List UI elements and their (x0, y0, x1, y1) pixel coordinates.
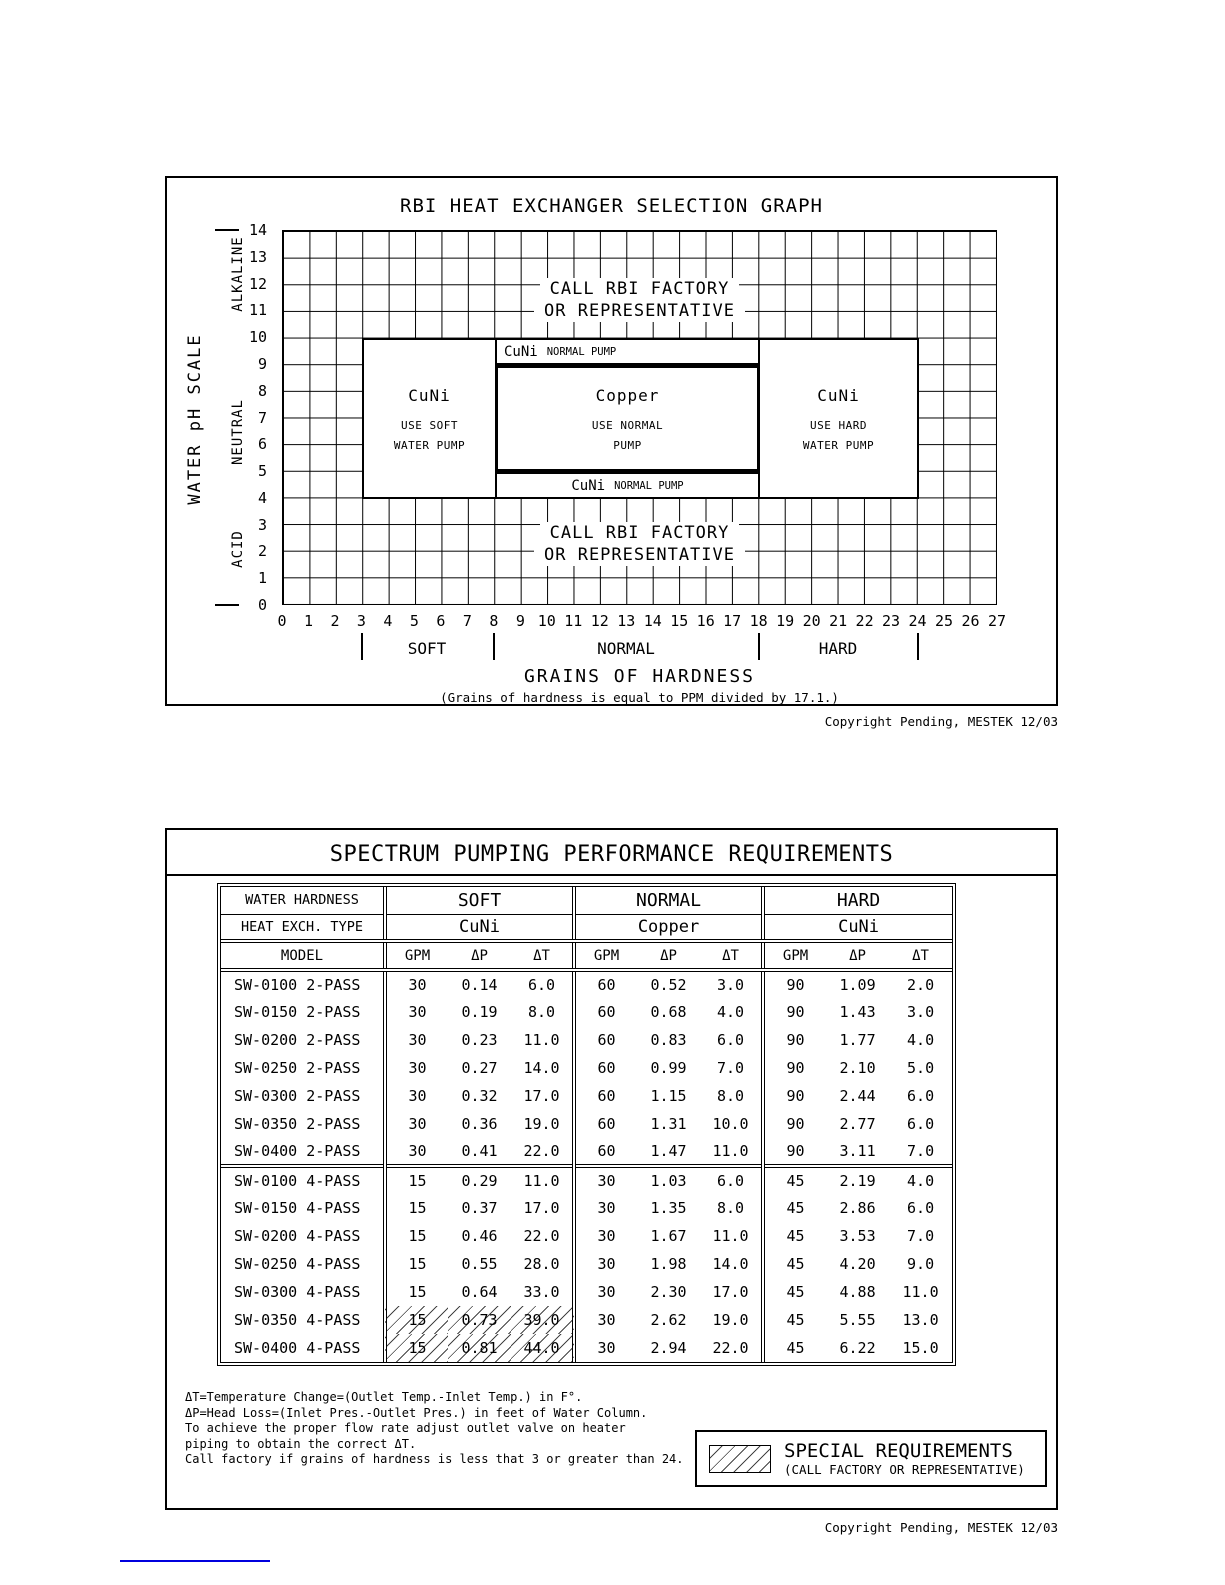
model-cell: SW-0400 4-PASS (234, 1339, 361, 1357)
table-row (221, 1138, 952, 1166)
hyperlink-underline[interactable] (120, 1560, 270, 1562)
x-tick-label: 12 (590, 612, 609, 630)
x-axis-ticks (277, 612, 1007, 630)
call-factory-line: OR REPRESENTATIVE (534, 544, 745, 566)
soft-dt-cell: 6.0 (527, 976, 556, 994)
normal-material-header: Copper (574, 914, 763, 941)
model-cell: SW-0200 2-PASS (234, 1031, 361, 1049)
y-tick-label: 8 (257, 381, 267, 400)
gpm-header: GPM (763, 941, 826, 970)
normal-dp-cell: 0.68 (650, 1003, 687, 1021)
footnotes (185, 1390, 684, 1468)
hard-gpm-cell: 45 (763, 1250, 826, 1278)
hard-gpm-cell: 90 (763, 1026, 826, 1054)
soft-dp-cell: 0.41 (461, 1142, 498, 1160)
hard-dt-cell: 13.0 (902, 1311, 939, 1329)
model-cell: SW-0250 2-PASS (234, 1059, 361, 1077)
hard-dt-cell: 11.0 (902, 1283, 939, 1301)
x-tick-label: 2 (330, 612, 340, 630)
x-tick-label: 14 (643, 612, 662, 630)
hard-dt-cell: 3.0 (907, 1003, 935, 1021)
x-tick-label: 18 (749, 612, 768, 630)
soft-dp-cell: 0.32 (461, 1087, 498, 1105)
dt-header: ΔT (700, 941, 763, 970)
soft-dt-cell: 44.0 (511, 1334, 574, 1362)
hard-dp-cell: 2.10 (839, 1059, 876, 1077)
normal-dt-cell: 22.0 (712, 1339, 749, 1357)
hardness-zone-divider (493, 633, 495, 660)
gpm-header: GPM (385, 941, 448, 970)
soft-dp-cell: 0.37 (461, 1199, 498, 1217)
x-tick-label: 8 (489, 612, 499, 630)
table-row (221, 1250, 952, 1278)
soft-gpm-cell: 15 (385, 1222, 448, 1250)
soft-dp-cell: 0.14 (461, 976, 498, 994)
performance-table (221, 887, 952, 1362)
hard-dp-cell: 2.77 (839, 1115, 876, 1133)
hard-gpm-cell: 45 (763, 1278, 826, 1306)
soft-gpm-cell: 15 (385, 1250, 448, 1278)
normal-dp-cell: 1.03 (637, 1166, 700, 1194)
soft-dt-cell: 28.0 (523, 1255, 560, 1273)
soft-dp-cell: 0.27 (461, 1059, 498, 1077)
x-tick-label: 5 (409, 612, 419, 630)
soft-dt-cell: 11.0 (511, 1166, 574, 1194)
copyright-line-bottom: Copyright Pending, MESTEK 12/03 (824, 1520, 1058, 1535)
table-row (221, 1306, 952, 1334)
normal-dt-cell: 6.0 (700, 1166, 763, 1194)
hard-dt-cell: 4.0 (907, 1031, 935, 1049)
normal-dp-cell: 1.47 (650, 1142, 687, 1160)
soft-gpm-cell: 15 (385, 1166, 448, 1194)
call-factory-line: CALL RBI FACTORY (540, 278, 740, 300)
x-tick-label: 11 (564, 612, 583, 630)
normal-dt-cell: 17.0 (712, 1283, 749, 1301)
hard-dt-cell: 7.0 (907, 1142, 935, 1160)
table-row (221, 1110, 952, 1138)
hard-dp-cell: 5.55 (839, 1311, 876, 1329)
normal-dp-cell: 1.15 (650, 1087, 687, 1105)
footnote-line: ΔT=Temperature Change=(Outlet Temp.-Inlet Temp.) in F°. (185, 1390, 583, 1404)
y-tick-label: 10 (248, 328, 267, 347)
legend-title: SPECIAL REQUIREMENTS (784, 1440, 1013, 1462)
normal-dt-cell: 3.0 (716, 976, 745, 994)
hatch-swatch (709, 1445, 771, 1473)
soft-dp-cell: 0.55 (461, 1255, 498, 1273)
normal-gpm-cell: 60 (574, 970, 637, 998)
normal-dt-cell: 4.0 (716, 1003, 745, 1021)
model-cell: SW-0100 4-PASS (221, 1166, 385, 1194)
soft-dp-cell: 0.64 (461, 1283, 498, 1301)
legend-subtitle: (CALL FACTORY OR REPRESENTATIVE) (784, 1462, 1025, 1477)
soft-gpm-cell: 30 (385, 998, 448, 1026)
pump-note: USE HARD (810, 418, 867, 432)
hard-material-header: CuNi (763, 914, 952, 941)
hard-gpm-cell: 90 (763, 1054, 826, 1082)
model-cell: SW-0300 2-PASS (234, 1087, 361, 1105)
hard-dt-cell: 2.0 (907, 976, 935, 994)
hard-dt-cell: 6.0 (907, 1115, 935, 1133)
y-tick-label: 0 (257, 596, 267, 614)
region-cuni-hard-water (760, 341, 917, 496)
model-cell: SW-0200 4-PASS (234, 1227, 361, 1245)
y-tick-label: 4 (257, 488, 267, 507)
normal-dt-cell: 8.0 (716, 1199, 745, 1217)
table-row (221, 1334, 952, 1362)
soft-dp-cell: 0.46 (461, 1227, 498, 1245)
hard-gpm-cell: 45 (763, 1194, 826, 1222)
soft-gpm-cell: 15 (385, 1306, 448, 1334)
table-row (221, 1194, 952, 1222)
call-factory-line: CALL RBI FACTORY (540, 522, 740, 544)
normal-gpm-cell: 60 (574, 1110, 637, 1138)
x-tick-label: 23 (882, 612, 901, 630)
x-tick-label: 15 (670, 612, 689, 630)
normal-dt-cell: 10.0 (712, 1115, 749, 1133)
hard-dp-cell: 3.53 (839, 1227, 876, 1245)
x-tick-label: 26 (961, 612, 980, 630)
title-divider (167, 874, 1056, 876)
hard-gpm-cell: 45 (763, 1222, 826, 1250)
hard-dp-cell: 2.86 (839, 1199, 876, 1217)
soft-gpm-cell: 30 (385, 1054, 448, 1082)
soft-dt-cell: 33.0 (523, 1283, 560, 1301)
x-tick-label: 19 (776, 612, 795, 630)
x-tick-label: 3 (356, 612, 366, 630)
y-tick-label: 6 (257, 435, 267, 454)
dp-header: ΔP (448, 941, 511, 970)
model-cell: SW-0150 2-PASS (234, 1003, 361, 1021)
normal-gpm-cell: 30 (574, 1334, 637, 1362)
hard-dt-cell: 7.0 (907, 1227, 935, 1245)
dp-header: ΔP (637, 941, 700, 970)
hard-dp-cell: 2.44 (839, 1087, 876, 1105)
normal-dt-cell: 8.0 (716, 1087, 745, 1105)
y-tick-label: 9 (257, 354, 267, 373)
pump-note: PUMP (613, 438, 642, 452)
normal-gpm-cell: 60 (574, 998, 637, 1026)
x-tick-label: 10 (537, 612, 556, 630)
soft-gpm-cell: 30 (385, 1082, 448, 1110)
soft-dp-cell: 0.19 (461, 1003, 498, 1021)
x-tick-label: 7 (462, 612, 472, 630)
hard-dt-cell: 15.0 (902, 1339, 939, 1357)
x-tick-label: 25 (935, 612, 954, 630)
normal-dp-cell: 1.31 (650, 1115, 687, 1133)
hardness-zone-divider (917, 633, 919, 660)
hard-group-header: HARD (763, 887, 952, 914)
x-axis-label: GRAINS OF HARDNESS (523, 666, 756, 687)
soft-dp-cell: 0.29 (448, 1166, 511, 1194)
header-row-hardness (221, 887, 952, 914)
model-header: MODEL (221, 941, 385, 970)
normal-dt-cell: 6.0 (716, 1031, 745, 1049)
soft-dp-cell: 0.23 (461, 1031, 498, 1049)
table-row (221, 970, 952, 998)
x-tick-label: 1 (303, 612, 313, 630)
material-label: CuNi (817, 385, 860, 405)
model-cell: SW-0350 2-PASS (234, 1115, 361, 1133)
x-tick-label: 24 (908, 612, 927, 630)
soft-dp-cell: 0.36 (461, 1115, 498, 1133)
soft-dt-cell: 39.0 (511, 1306, 574, 1334)
pump-note: WATER PUMP (393, 438, 466, 452)
gpm-header: GPM (574, 941, 637, 970)
x-zone-hard-label: HARD (818, 639, 858, 658)
hard-dt-cell: 6.0 (907, 1199, 935, 1217)
normal-gpm-cell: 30 (574, 1306, 637, 1334)
soft-group-header: SOFT (385, 887, 574, 914)
pump-note: NORMAL PUMP (546, 345, 617, 358)
x-tick-label: 0 (277, 612, 287, 630)
normal-dt-cell: 11.0 (712, 1142, 749, 1160)
x-tick-label: 20 (802, 612, 821, 630)
soft-gpm-cell: 30 (385, 1110, 448, 1138)
strip-cuni-normal-pump-top (495, 338, 760, 365)
header-row-columns (221, 941, 952, 970)
normal-group-header: NORMAL (574, 887, 763, 914)
hard-dp-cell: 3.11 (839, 1142, 876, 1160)
performance-table-wrapper (217, 883, 956, 1366)
y-tick-label: 5 (257, 462, 267, 481)
normal-dp-cell: 1.35 (650, 1199, 687, 1217)
model-cell: SW-0300 4-PASS (234, 1283, 361, 1301)
pump-note: NORMAL PUMP (614, 479, 684, 492)
normal-dp-cell: 2.62 (650, 1311, 687, 1329)
normal-gpm-cell: 60 (574, 1054, 637, 1082)
table-row (221, 1054, 952, 1082)
y-axis-ticks (237, 221, 275, 614)
x-tick-label: 13 (617, 612, 636, 630)
table-row (221, 1278, 952, 1306)
y-tick-label: 3 (257, 515, 267, 534)
special-requirements-legend (695, 1430, 1047, 1487)
hard-gpm-cell: 90 (763, 1082, 826, 1110)
x-tick-label: 16 (696, 612, 715, 630)
heat-exchanger-selection-graph (165, 176, 1058, 706)
y-axis-label: WATER pH SCALE (185, 333, 205, 505)
table-title: SPECTRUM PUMPING PERFORMANCE REQUIREMENTS (329, 842, 894, 867)
pump-note: USE SOFT (401, 418, 458, 432)
hard-gpm-cell: 90 (763, 998, 826, 1026)
soft-gpm-cell: 15 (385, 1278, 448, 1306)
normal-gpm-cell: 30 (574, 1278, 637, 1306)
x-zone-soft-label: SOFT (407, 639, 447, 658)
normal-gpm-cell: 60 (574, 1082, 637, 1110)
soft-dp-cell: 0.73 (448, 1306, 511, 1334)
hard-dp-cell: 4.88 (839, 1283, 876, 1301)
soft-gpm-cell: 30 (385, 970, 448, 998)
y-tick-label: 2 (257, 542, 267, 561)
hard-dp-cell: 6.22 (839, 1339, 876, 1357)
table-row (221, 1222, 952, 1250)
soft-gpm-cell: 30 (385, 1026, 448, 1054)
model-cell: SW-0150 4-PASS (234, 1199, 361, 1217)
x-tick-label: 6 (436, 612, 446, 630)
pump-note: USE NORMAL (591, 418, 664, 432)
table-row (221, 998, 952, 1026)
hard-gpm-cell: 90 (763, 970, 826, 998)
soft-dt-cell: 22.0 (523, 1142, 560, 1160)
x-tick-label: 9 (515, 612, 525, 630)
hard-dp-cell: 2.19 (826, 1166, 889, 1194)
hard-dp-cell: 1.09 (839, 976, 876, 994)
y-zone-alkaline-label: ALKALINE (230, 236, 246, 312)
soft-dt-cell: 8.0 (527, 1003, 556, 1021)
pumping-performance-section (165, 828, 1058, 1510)
region-cuni-soft-water (364, 341, 495, 496)
hard-dp-cell: 1.77 (839, 1031, 876, 1049)
x-tick-label: 21 (829, 612, 848, 630)
call-factory-line: OR REPRESENTATIVE (534, 300, 745, 322)
hard-gpm-cell: 90 (763, 1110, 826, 1138)
soft-dt-cell: 22.0 (523, 1227, 560, 1245)
model-cell: SW-0100 2-PASS (234, 976, 361, 994)
selection-grid (282, 230, 997, 605)
dp-header: ΔP (826, 941, 889, 970)
footnote-line: To achieve the proper flow rate adjust outlet valve on heater (185, 1421, 626, 1435)
normal-dp-cell: 0.52 (650, 976, 687, 994)
copyright-line-top: Copyright Pending, MESTEK 12/03 (824, 714, 1058, 729)
hard-dt-cell: 6.0 (907, 1087, 935, 1105)
normal-gpm-cell: 30 (574, 1250, 637, 1278)
soft-dt-cell: 11.0 (523, 1031, 560, 1049)
dt-header: ΔT (889, 941, 952, 970)
hardness-zone-divider (361, 633, 363, 660)
y-tick-label: 12 (248, 274, 267, 293)
x-tick-label: 17 (723, 612, 742, 630)
soft-dp-cell: 0.81 (448, 1334, 511, 1362)
material-label: CuNi (571, 477, 606, 494)
soft-gpm-cell: 15 (385, 1334, 448, 1362)
soft-dt-cell: 19.0 (523, 1115, 560, 1133)
y-zone-acid-label: ACID (230, 530, 246, 568)
water-hardness-header: WATER HARDNESS (221, 887, 385, 914)
call-factory-region-top (283, 278, 996, 322)
material-label: CuNi (504, 343, 538, 360)
normal-dp-cell: 2.30 (650, 1283, 687, 1301)
call-factory-region-bottom (283, 522, 996, 566)
model-cell: SW-0250 4-PASS (234, 1255, 361, 1273)
hard-dt-cell: 4.0 (889, 1166, 952, 1194)
y-tick-label: 14 (248, 221, 267, 239)
soft-dt-cell: 17.0 (523, 1087, 560, 1105)
normal-dp-cell: 0.99 (650, 1059, 687, 1077)
footnote-line: piping to obtain the correct ΔT. (185, 1436, 417, 1451)
hard-gpm-cell: 90 (763, 1138, 826, 1166)
table-row (221, 1166, 952, 1194)
pump-note: WATER PUMP (802, 438, 875, 452)
hard-gpm-cell: 45 (763, 1334, 826, 1362)
hard-gpm-cell: 45 (763, 1166, 826, 1194)
material-label: Copper (595, 385, 660, 405)
y-tick-label: 13 (248, 247, 267, 266)
normal-dt-cell: 19.0 (712, 1311, 749, 1329)
hard-dt-cell: 9.0 (907, 1255, 935, 1273)
hard-dp-cell: 1.43 (839, 1003, 876, 1021)
y-tick-label: 1 (257, 569, 267, 588)
normal-dp-cell: 1.98 (650, 1255, 687, 1273)
normal-dp-cell: 2.94 (650, 1339, 687, 1357)
soft-gpm-cell: 30 (385, 1138, 448, 1166)
model-cell: SW-0350 4-PASS (234, 1311, 361, 1329)
normal-dp-cell: 0.83 (650, 1031, 687, 1049)
normal-dt-cell: 14.0 (712, 1255, 749, 1273)
material-label: CuNi (408, 385, 451, 405)
y-axis-bottom-tick (215, 604, 239, 606)
hard-dt-cell: 5.0 (907, 1059, 935, 1077)
normal-dt-cell: 7.0 (716, 1059, 745, 1077)
footnote-line: Call factory if grains of hardness is less that 3 or greater than 24. (185, 1452, 684, 1466)
y-tick-label: 11 (248, 301, 267, 320)
region-copper-normal-pump (495, 365, 760, 472)
table-row (221, 1082, 952, 1110)
hard-gpm-cell: 45 (763, 1306, 826, 1334)
normal-gpm-cell: 30 (574, 1166, 637, 1194)
dt-header: ΔT (511, 941, 574, 970)
table-row (221, 1026, 952, 1054)
x-tick-label: 27 (987, 612, 1007, 630)
normal-dp-cell: 1.67 (650, 1227, 687, 1245)
soft-dt-cell: 14.0 (523, 1059, 560, 1077)
normal-gpm-cell: 60 (574, 1138, 637, 1166)
footnote-line: ΔP=Head Loss=(Inlet Pres.-Outlet Pres.) in feet of Water Column. (185, 1405, 648, 1420)
soft-material-header: CuNi (385, 914, 574, 941)
y-axis-top-tick (215, 229, 239, 231)
strip-cuni-normal-pump-bottom (495, 472, 760, 499)
x-tick-label: 4 (383, 612, 393, 630)
model-cell: SW-0400 2-PASS (234, 1142, 361, 1160)
x-tick-label: 22 (855, 612, 874, 630)
header-row-exchanger-type (221, 914, 952, 941)
graph-title: RBI HEAT EXCHANGER SELECTION GRAPH (400, 195, 823, 217)
normal-dt-cell: 11.0 (712, 1227, 749, 1245)
soft-gpm-cell: 15 (385, 1194, 448, 1222)
normal-gpm-cell: 60 (574, 1026, 637, 1054)
heat-exch-type-header: HEAT EXCH. TYPE (221, 914, 385, 941)
hard-dp-cell: 4.20 (839, 1255, 876, 1273)
y-zone-neutral-label: NEUTRAL (230, 399, 246, 466)
hardness-zone-divider (758, 633, 760, 660)
soft-dt-cell: 17.0 (523, 1199, 560, 1217)
normal-gpm-cell: 30 (574, 1222, 637, 1250)
normal-gpm-cell: 30 (574, 1194, 637, 1222)
x-zone-normal-label: NORMAL (597, 639, 655, 658)
y-tick-label: 7 (257, 408, 267, 427)
x-axis-note: (Grains of hardness is equal to PPM divided by 17.1.) (440, 690, 839, 705)
